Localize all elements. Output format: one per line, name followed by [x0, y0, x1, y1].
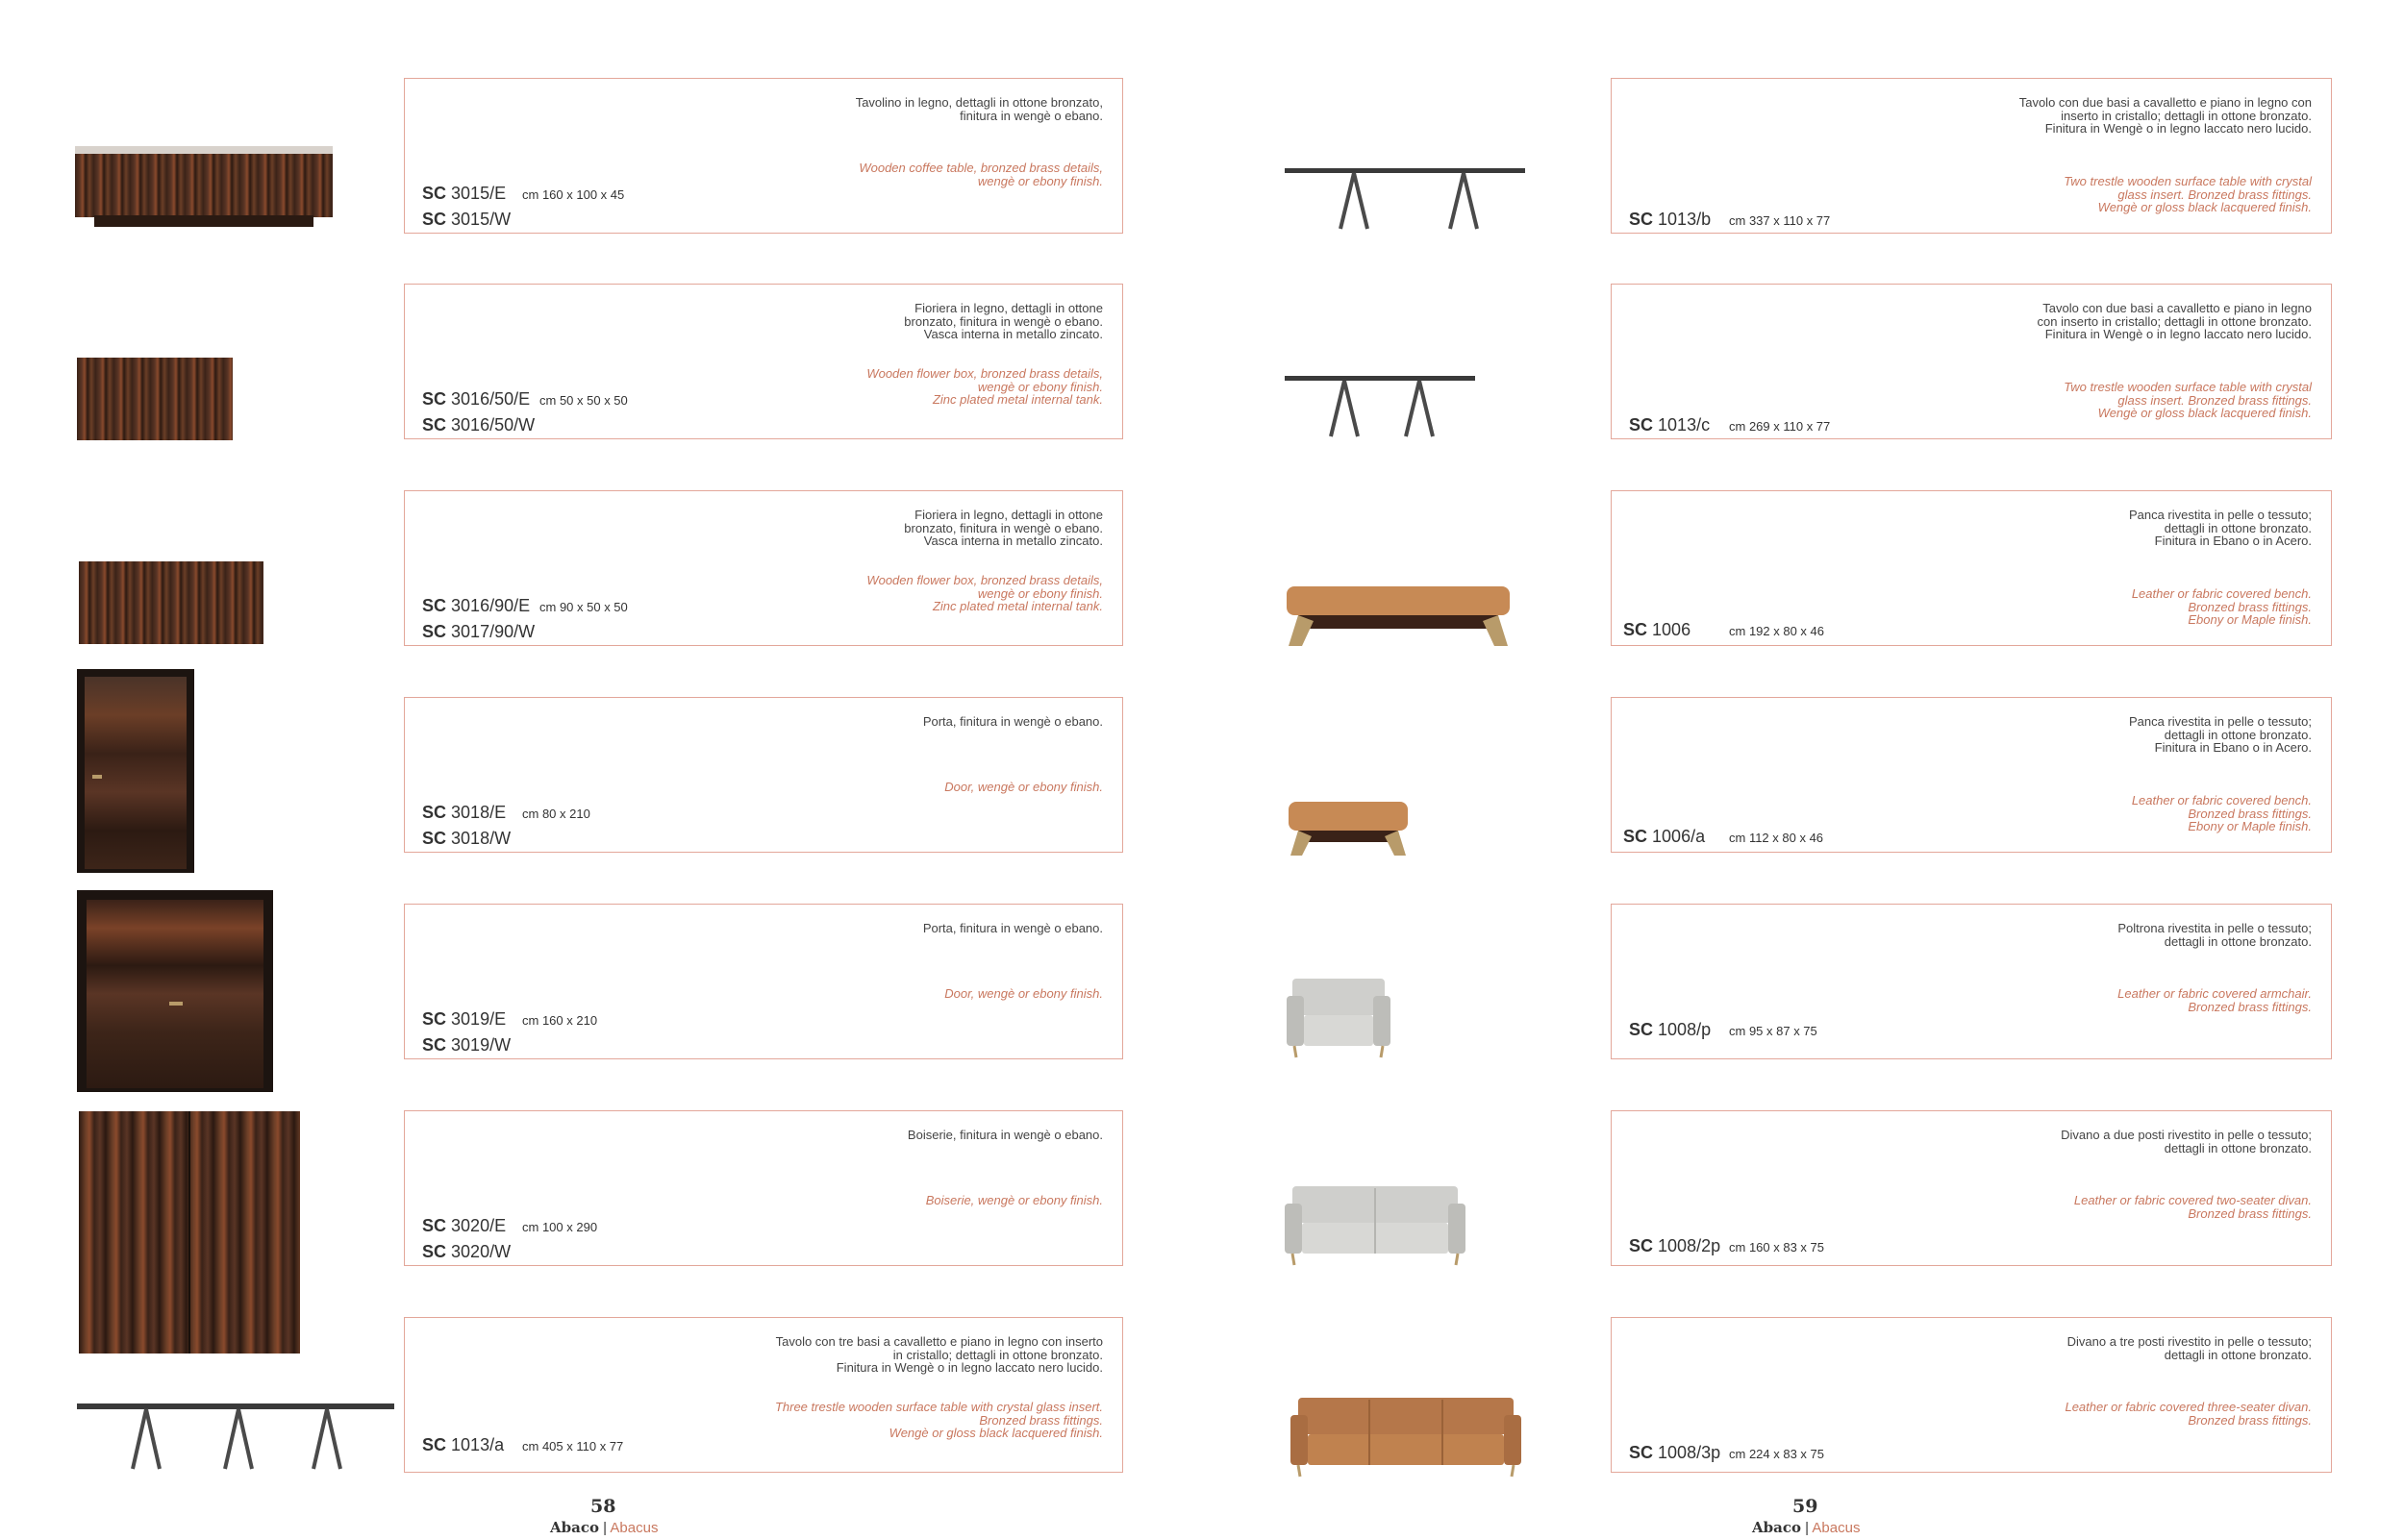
product-code: SC 1006	[1623, 620, 1691, 639]
dimensions: cm 80 x 210	[522, 807, 590, 821]
sofa-two-seater-image	[1285, 1184, 1465, 1267]
dimensions: cm 337 x 110 x 77	[1729, 213, 1831, 228]
dimensions: cm 50 x 50 x 50	[539, 393, 628, 408]
description-english: Door, wengè or ebony finish.	[944, 780, 1103, 794]
description-english: Door, wengè or ebony finish.	[944, 986, 1103, 1001]
description-italian: Tavolino in legno, dettagli in ottone bronzato, finitura in wengè o ebano.	[855, 95, 1103, 123]
product-card	[404, 697, 1123, 853]
product-card	[1611, 490, 2332, 646]
product-card	[1611, 697, 2332, 853]
dimensions: cm 100 x 290	[522, 1220, 598, 1234]
description-italian: Tavolo con due basi a cavalletto e piano in legno con inserto in cristallo; dettagli in ottone bronzato. Finitura in Wengè o in legno laccato nero lucido.	[2018, 95, 2312, 136]
description-italian: Panca rivestita in pelle o tessuto; dettagli in ottone bronzato. Finitura in Ebano o in Acero.	[2128, 714, 2312, 755]
description-italian: Fioriera in legno, dettagli in ottone bronzato, finitura in wengè o ebano. Vasca interna in metallo zincato.	[904, 508, 1103, 548]
description-italian: Tavolo con tre basi a cavalletto e piano in legno con inserto in cristallo; dettagli in ottone bronzato. Finitura in Wengè o in legno laccato nero lucido.	[775, 1334, 1103, 1375]
bench-long-image	[1285, 583, 1512, 650]
page-number: 58	[590, 1496, 616, 1517]
product-code: SC 3016/50/W	[422, 415, 536, 435]
product-code: SC 1008/2p	[1629, 1236, 1721, 1255]
table-two-trestle-short-image	[1285, 373, 1475, 438]
description-english: Leather or fabric covered two-seater divan. Bronzed brass fittings.	[2073, 1193, 2312, 1221]
dimensions: cm 160 x 83 x 75	[1729, 1240, 1824, 1254]
dimensions: cm 90 x 50 x 50	[539, 600, 628, 614]
bench-short-image	[1287, 798, 1410, 859]
product-code: SC 3018/E	[422, 803, 507, 822]
product-code: SC 1013/b	[1629, 210, 1712, 229]
description-italian: Fioriera in legno, dettagli in ottone bronzato, finitura in wengè o ebano. Vasca interna in metallo zincato.	[904, 301, 1103, 341]
product-code: SC 3017/90/W	[422, 622, 536, 641]
product-card	[1611, 284, 2332, 439]
description-italian: Poltrona rivestita in pelle o tessuto; dettagli in ottone bronzato.	[2117, 921, 2312, 949]
product-code: SC 1013/a	[422, 1435, 505, 1454]
coffee-table-image	[75, 146, 333, 231]
description-italian: Porta, finitura in wengè o ebano.	[922, 921, 1103, 935]
product-code: SC 3015/W	[422, 210, 512, 229]
description-english: Leather or fabric covered bench. Bronzed brass fittings. Ebony or Maple finish.	[2131, 586, 2312, 627]
product-code: SC 3015/E	[422, 184, 507, 203]
product-card	[404, 1110, 1123, 1266]
description-english: Wooden flower box, bronzed brass details, wengè or ebony finish. Zinc plated metal internal tank.	[866, 573, 1103, 613]
page-footer: Abaco | Abacus	[1752, 1519, 1861, 1536]
product-code: SC 1006/a	[1623, 827, 1706, 846]
product-code: SC 3020/W	[422, 1242, 512, 1261]
dimensions: cm 269 x 110 x 77	[1729, 419, 1831, 434]
product-card	[404, 904, 1123, 1059]
product-card	[1611, 78, 2332, 234]
description-italian: Porta, finitura in wengè o ebano.	[922, 714, 1103, 729]
door-single-image	[77, 669, 194, 873]
dimensions: cm 160 x 210	[522, 1013, 598, 1028]
product-card	[1611, 1317, 2332, 1473]
description-english: Two trestle wooden surface table with crystal glass insert. Bronzed brass fittings. Wengè or gloss black lacquered finish.	[2064, 380, 2312, 420]
dimensions: cm 192 x 80 x 46	[1729, 624, 1824, 638]
description-english: Leather or fabric covered three-seater divan. Bronzed brass fittings.	[2065, 1400, 2312, 1428]
description-italian: Divano a due posti rivestito in pelle o tessuto; dettagli in ottone bronzato.	[2061, 1128, 2312, 1155]
armchair-image	[1287, 977, 1390, 1059]
product-code: SC 1013/c	[1629, 415, 1711, 435]
product-card	[404, 284, 1123, 439]
page-footer: Abaco | Abacus	[550, 1519, 659, 1536]
product-code: SC 3018/W	[422, 829, 512, 848]
dimensions: cm 405 x 110 x 77	[522, 1439, 624, 1453]
product-code: SC 3019/E	[422, 1009, 507, 1029]
description-english: Leather or fabric covered bench. Bronzed brass fittings. Ebony or Maple finish.	[2131, 793, 2312, 833]
description-english: Three trestle wooden surface table with crystal glass insert. Bronzed brass fittings. Wengè or gloss black lacquered finish.	[774, 1400, 1103, 1440]
description-english: Boiserie, wengè or ebony finish.	[925, 1193, 1103, 1207]
product-card	[404, 1317, 1123, 1473]
product-code: SC 3016/50/E	[422, 389, 531, 409]
sofa-three-seater-image	[1290, 1396, 1521, 1478]
description-italian: Boiserie, finitura in wengè o ebano.	[907, 1128, 1103, 1142]
table-three-trestle-image	[77, 1400, 394, 1473]
dimensions: cm 95 x 87 x 75	[1729, 1024, 1817, 1038]
boiserie-image	[79, 1111, 300, 1354]
product-code: SC 3019/W	[422, 1035, 512, 1055]
description-english: Wooden flower box, bronzed brass details, wengè or ebony finish. Zinc plated metal internal tank.	[866, 366, 1103, 407]
product-card	[1611, 1110, 2332, 1266]
description-english: Leather or fabric covered armchair. Bronzed brass fittings.	[2117, 986, 2312, 1014]
table-two-trestle-long-image	[1285, 165, 1525, 231]
product-code: SC 3016/90/E	[422, 596, 531, 615]
door-double-image	[77, 890, 273, 1092]
flower-box-small-image	[77, 358, 233, 440]
dimensions: cm 160 x 100 x 45	[522, 187, 625, 202]
product-code: SC 3020/E	[422, 1216, 507, 1235]
dimensions: cm 112 x 80 x 46	[1729, 831, 1824, 845]
page-number: 59	[1792, 1496, 1818, 1517]
description-italian: Panca rivestita in pelle o tessuto; dettagli in ottone bronzato. Finitura in Ebano o in Acero.	[2128, 508, 2312, 548]
product-card	[404, 490, 1123, 646]
description-english: Two trestle wooden surface table with crystal glass insert. Bronzed brass fittings. Wengè or gloss black lacquered finish.	[2064, 174, 2312, 214]
product-code: SC 1008/3p	[1629, 1443, 1721, 1462]
product-card	[1611, 904, 2332, 1059]
description-italian: Tavolo con due basi a cavalletto e piano in legno con inserto in cristallo; dettagli in ottone bronzato. Finitura in Wengè o in legno laccato nero lucido.	[2037, 301, 2312, 341]
dimensions: cm 224 x 83 x 75	[1729, 1447, 1824, 1461]
description-english: Wooden coffee table, bronzed brass details, wengè or ebony finish.	[859, 161, 1103, 188]
flower-box-large-image	[79, 561, 263, 644]
product-card	[404, 78, 1123, 234]
product-code: SC 1008/p	[1629, 1020, 1712, 1039]
description-italian: Divano a tre posti rivestito in pelle o tessuto; dettagli in ottone bronzato.	[2066, 1334, 2312, 1362]
